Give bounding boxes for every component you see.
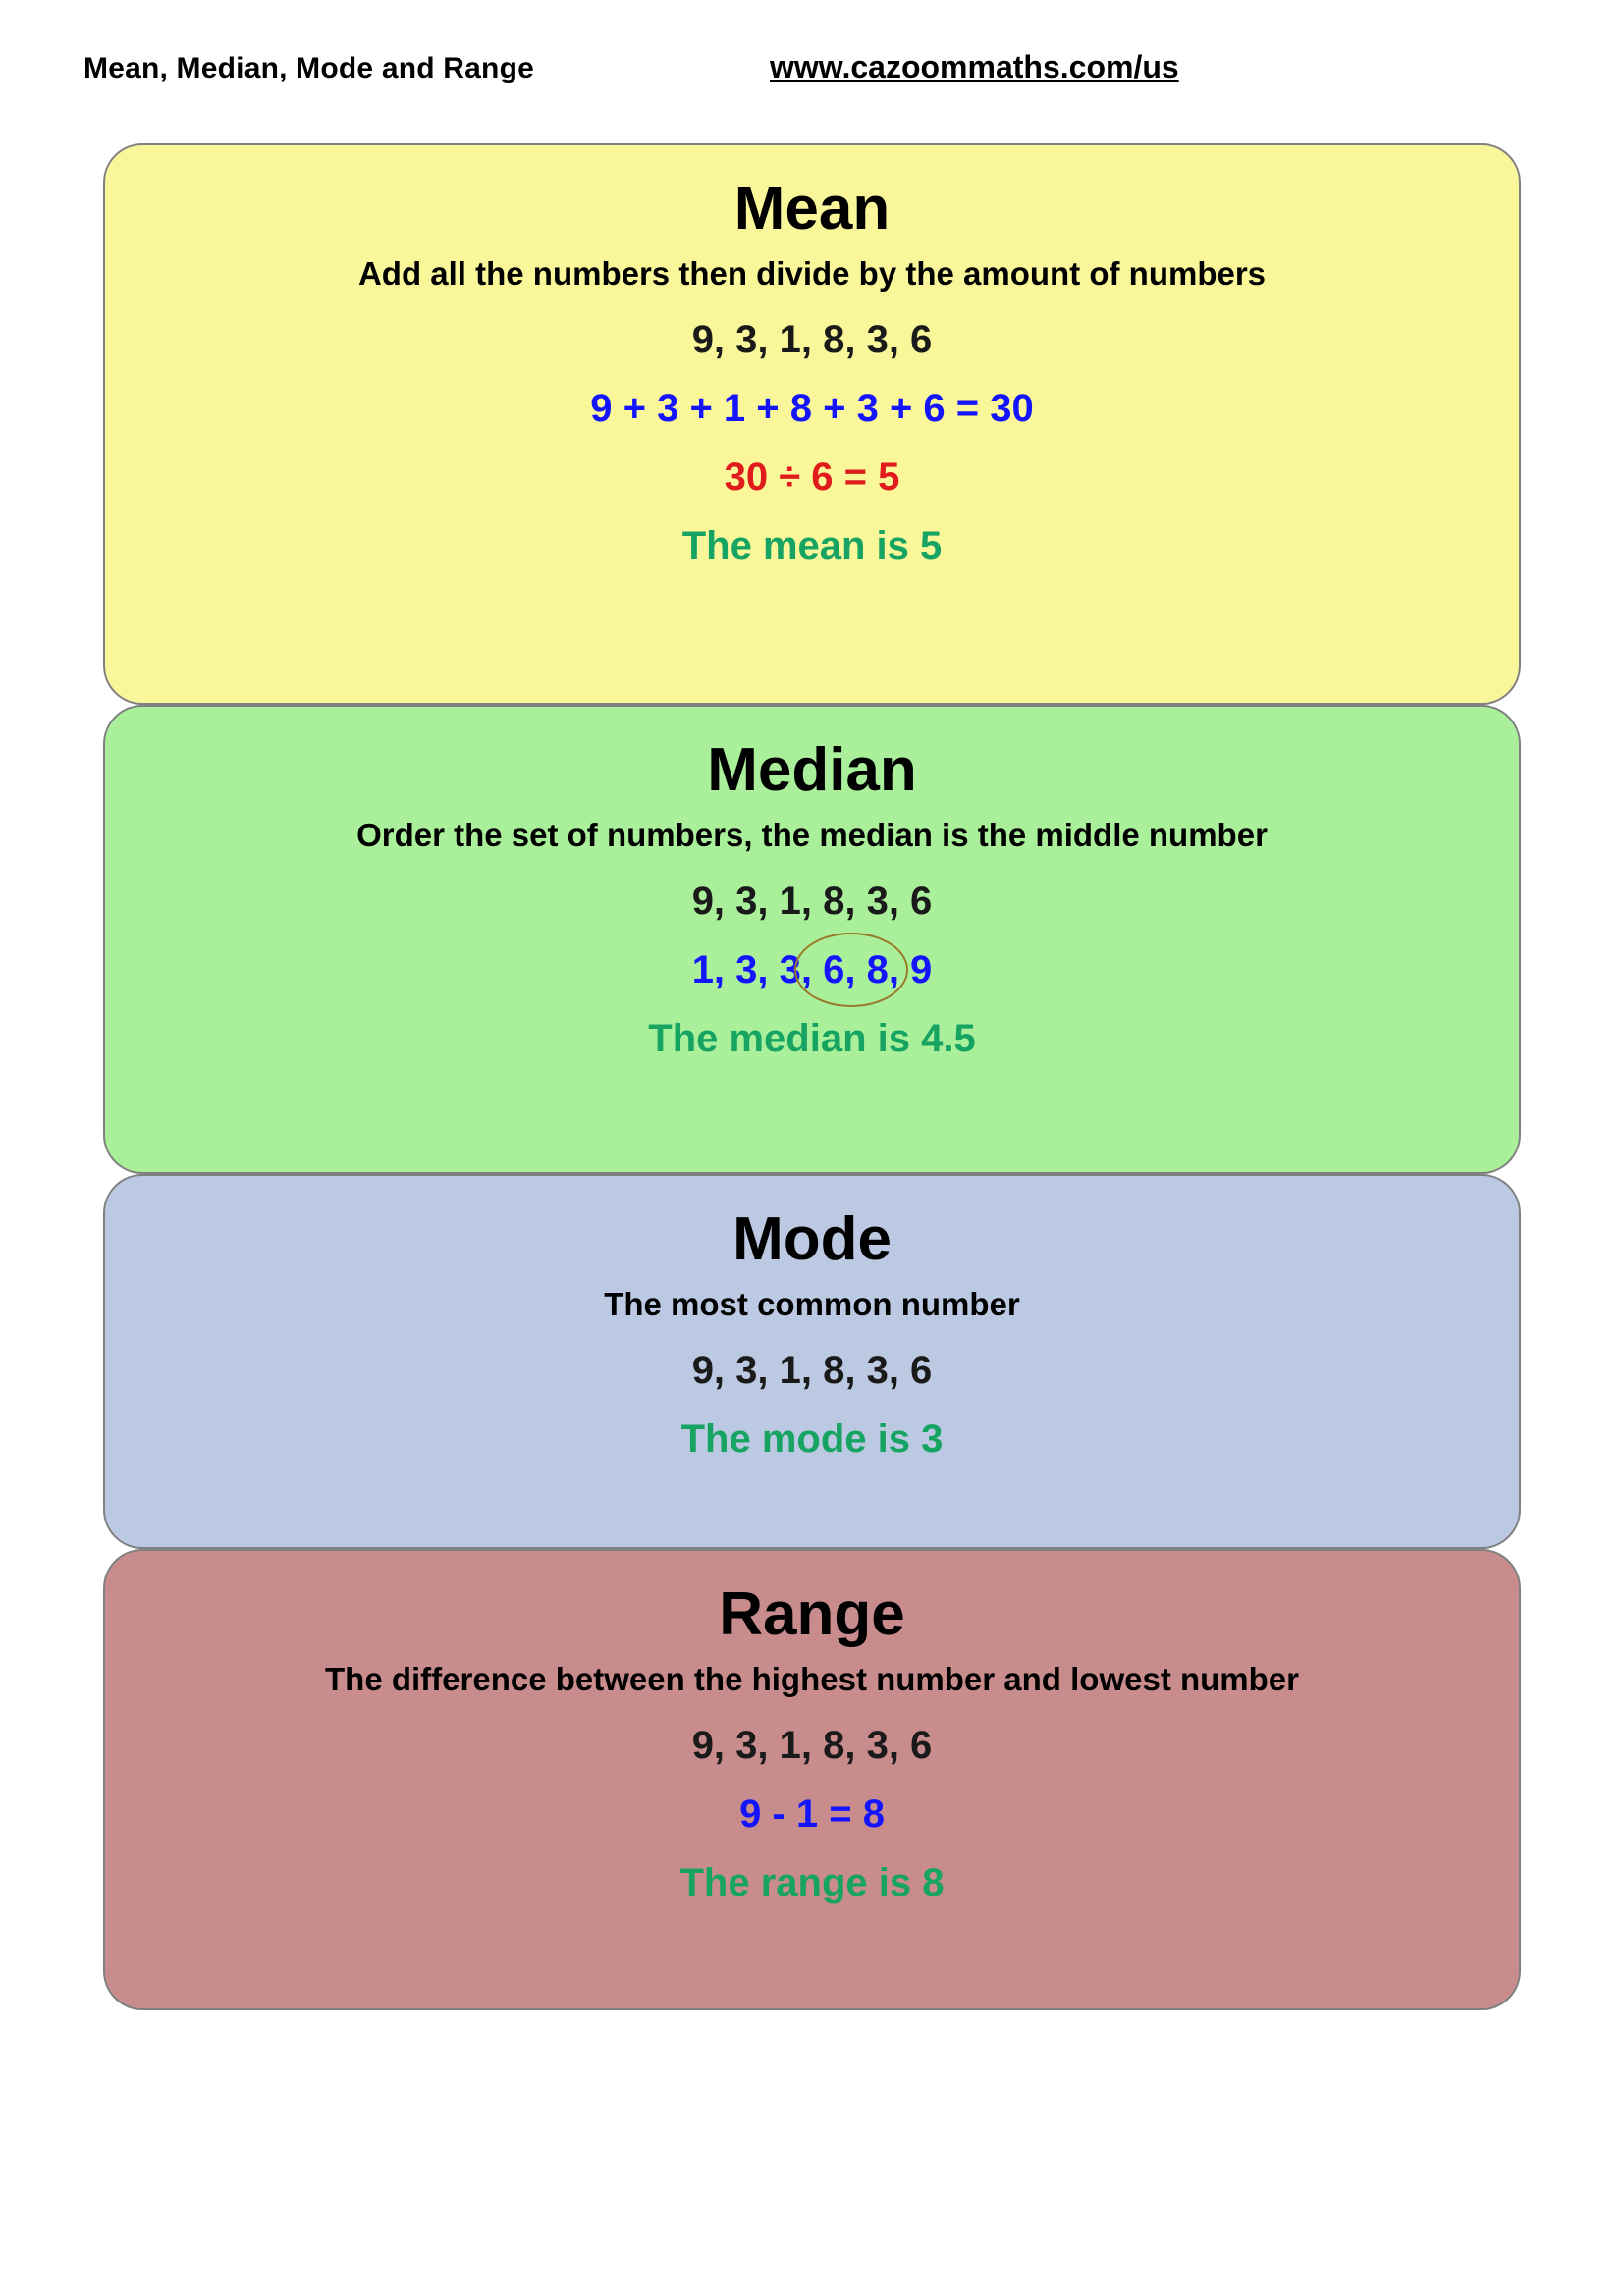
mean-step-sum: 9 + 3 + 1 + 8 + 3 + 6 = 30 [590,387,1034,431]
page-title: Mean, Median, Mode and Range [83,52,534,84]
median-description: Order the set of numbers, the median is the middle number [356,816,1268,853]
range-data-set: 9, 3, 1, 8, 3, 6 [691,1724,933,1768]
range-title: Range [719,1580,905,1648]
range-description: The difference between the highest number and lowest number [325,1660,1299,1697]
mean-answer: The mean is 5 [681,524,943,568]
median-ordered-set: 1, 3, 3, 6, 8, 9 [691,948,933,992]
page-header [83,49,1541,112]
median-title: Median [707,736,917,804]
mode-data-set: 9, 3, 1, 8, 3, 6 [691,1349,933,1393]
range-answer: The range is 8 [679,1861,945,1905]
mean-description: Add all the numbers then divide by the amount of numbers [357,254,1267,292]
mean-title: Mean [733,175,891,242]
range-card [103,1549,1521,2010]
median-card [103,705,1521,1174]
mode-title: Mode [732,1205,892,1273]
median-answer: The median is 4.5 [648,1017,976,1061]
median-ordered-set-row [125,940,1499,999]
mode-answer: The mode is 3 [680,1417,944,1462]
median-data-set: 9, 3, 1, 8, 3, 6 [691,880,933,924]
range-step-subtract: 9 - 1 = 8 [739,1792,885,1837]
website-url-link[interactable]: www.cazoommaths.com/us [769,49,1179,84]
median-ordered-set-wrapper [692,940,933,999]
mean-step-divide: 30 ÷ 6 = 5 [724,455,900,500]
mode-description: The most common number [604,1285,1020,1322]
mode-card [103,1174,1521,1549]
mean-data-set: 9, 3, 1, 8, 3, 6 [691,318,933,362]
mean-card [103,143,1521,705]
